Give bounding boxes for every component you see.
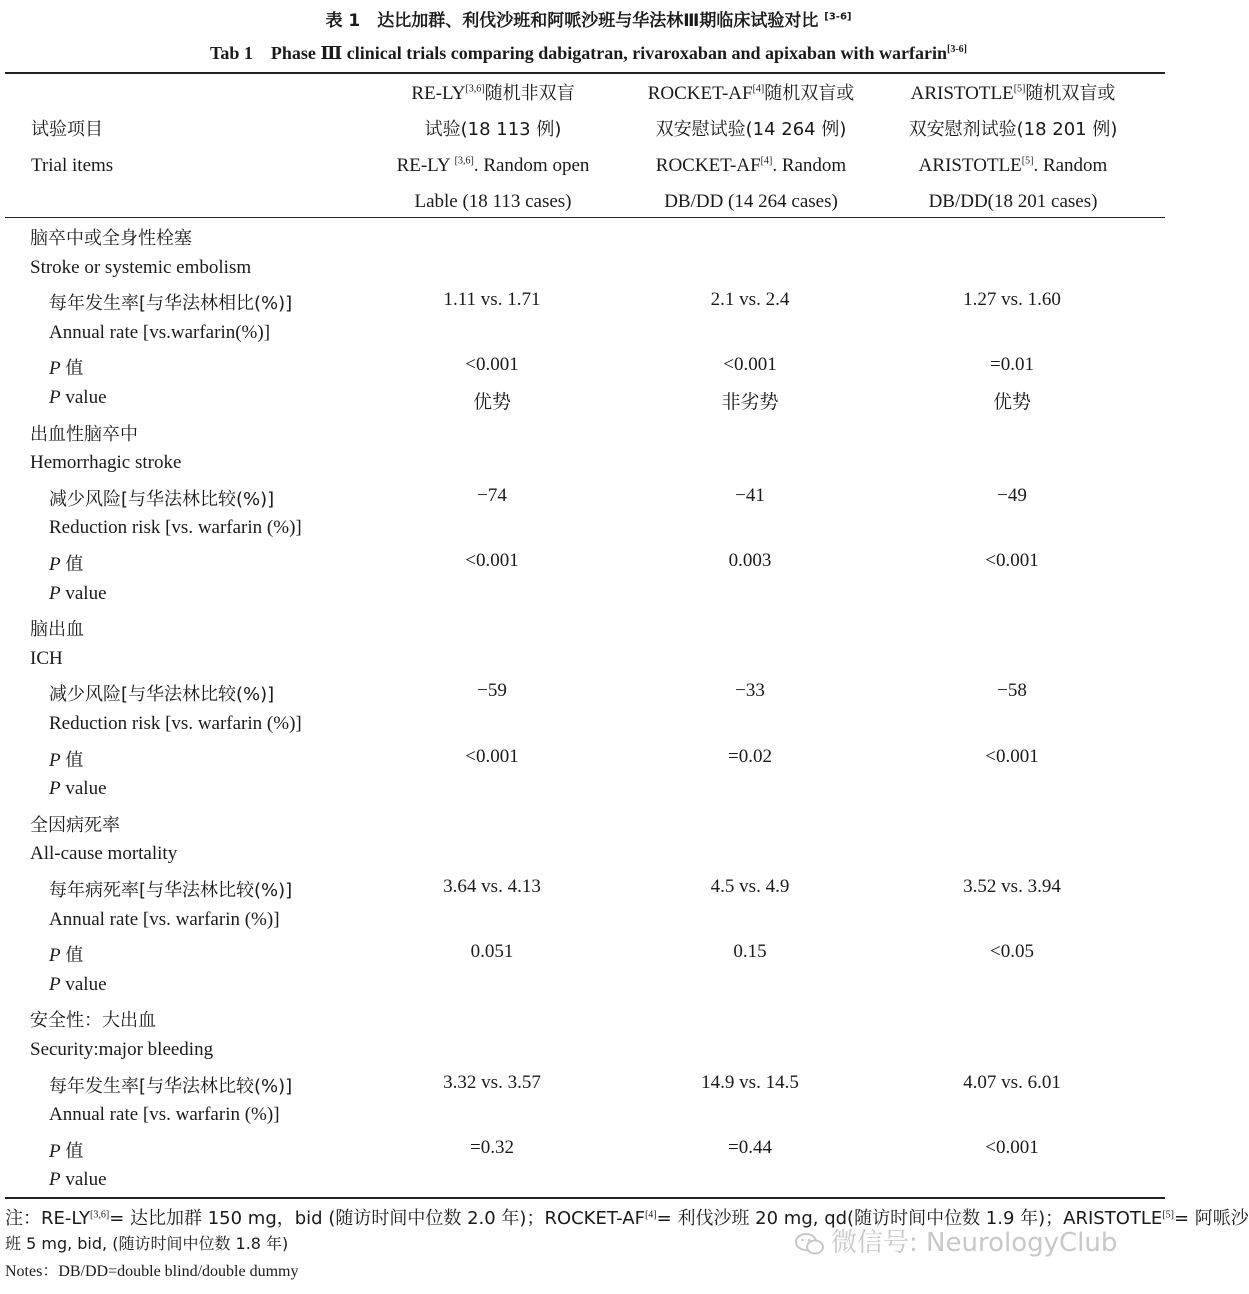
row-label <box>49 550 83 576</box>
p-symbol: P <box>49 778 61 799</box>
row-label-text: value <box>65 387 107 408</box>
row-label-text: value <box>65 1169 107 1190</box>
row-label-text: value <box>65 778 107 799</box>
cell-value-col1: −59 <box>477 680 507 701</box>
title-cn-ref: [3-6] <box>824 11 852 23</box>
h2-l3b: . Random <box>772 155 847 176</box>
table-row <box>0 611 1177 644</box>
row-label <box>30 1039 213 1061</box>
title-en-text: Tab 1 Phase Ⅲ clinical trials comparing dabigatran, rivaroxaban and apixaban with warfarin <box>210 43 947 63</box>
p-symbol: P <box>49 945 61 966</box>
row-label <box>49 909 280 931</box>
row-label-text: 安全性：大出血 <box>30 1010 156 1031</box>
watermark-text: 微信号: NeurologyClub <box>831 1228 1118 1258</box>
table-row <box>0 1133 1177 1166</box>
table-row <box>0 905 1177 938</box>
row-label-text: 脑出血 <box>30 619 84 640</box>
cell-value-col3: <0.001 <box>985 550 1039 571</box>
cell-value-col3: 优势 <box>992 391 1031 413</box>
note-line-2: 班 5 mg, bid, (随访时间中位数 1.8 年) <box>5 1234 289 1253</box>
table-row <box>0 742 1177 775</box>
cell-value-col1: 优势 <box>472 391 511 413</box>
cell-value-col2: =0.44 <box>728 1137 772 1158</box>
title-cn-text: 表 1 达比加群、利伐沙班和阿哌沙班与华法林Ⅲ期临床试验对比 <box>325 11 819 31</box>
row-label-text: 减少风险[与华法林比较(%)] <box>49 684 275 705</box>
row-label-text: value <box>65 583 107 604</box>
table-row <box>0 1068 1177 1101</box>
h1-l2: 试验(18 113 例) <box>424 119 562 140</box>
table-row <box>0 644 1177 677</box>
h1-l4: Lable (18 113 cases) <box>414 191 572 212</box>
note1-a: 注：RE-LY <box>5 1208 91 1229</box>
p-symbol: P <box>49 554 61 575</box>
row-label <box>30 843 177 865</box>
table-row <box>0 1165 1177 1198</box>
cell-value-col2: −33 <box>735 680 765 701</box>
row-label <box>30 420 138 446</box>
p-symbol: P <box>49 1141 61 1162</box>
row-label <box>30 224 192 250</box>
cell-value-col3: −49 <box>997 485 1027 506</box>
header-col-rocket <box>620 76 882 220</box>
row-label <box>30 257 251 279</box>
row-label <box>49 322 270 344</box>
cell-value-col1: <0.001 <box>465 354 519 375</box>
h1-l1ref: [3,6] <box>465 83 485 95</box>
cell-value-col1: 3.32 vs. 3.57 <box>443 1072 541 1093</box>
row-label <box>49 778 107 800</box>
row-label-text: 值 <box>65 358 84 379</box>
cell-value-col2: =0.02 <box>728 746 772 767</box>
h2-l1a: ROCKET-AF <box>647 83 753 104</box>
p-symbol: P <box>49 1169 61 1190</box>
h2-l1ref: [4] <box>752 83 765 95</box>
row-label-text: All-cause mortality <box>30 843 178 864</box>
h2-l1b: 随机双盲或 <box>764 83 855 104</box>
cell-value-col3: =0.01 <box>990 354 1034 375</box>
table-row <box>0 481 1177 514</box>
row-label-text: Reduction risk [vs. warfarin (%)] <box>49 713 302 734</box>
table-row <box>0 253 1177 286</box>
row-label-text: ICH <box>30 648 63 669</box>
row-label-text: Security:major bleeding <box>30 1039 214 1060</box>
h2-l3a: ROCKET-AF <box>655 155 761 176</box>
cell-value-col2: 0.003 <box>728 550 772 571</box>
wechat-watermark <box>795 1222 1117 1259</box>
cell-value-col1: <0.001 <box>465 550 519 571</box>
cell-value-col2: 14.9 vs. 14.5 <box>701 1072 799 1093</box>
h3-l4: DB/DD(18 201 cases) <box>928 191 1098 212</box>
row-label-text: Hemorrhagic stroke <box>30 452 182 473</box>
row-label-text: 每年病死率[与华法林比较(%)] <box>49 880 293 901</box>
h1-l3b: . Random open <box>473 155 590 176</box>
row-label <box>49 1137 83 1163</box>
table-row <box>0 546 1177 579</box>
row-label <box>49 713 302 735</box>
header-rule <box>5 217 1165 218</box>
table-row <box>0 807 1177 840</box>
row-label <box>49 1104 280 1126</box>
h1-l3ref: [3,6] <box>454 155 474 167</box>
row-label <box>30 648 63 670</box>
row-label-text: 脑卒中或全身性栓塞 <box>30 228 192 249</box>
cell-value-col1: =0.32 <box>470 1137 514 1158</box>
cell-value-col1: 3.64 vs. 4.13 <box>443 876 541 897</box>
h3-l1a: ARISTOTLE <box>910 83 1014 104</box>
table-row <box>0 676 1177 709</box>
row-label-text: Stroke or systemic embolism <box>30 257 252 278</box>
header-items-cn: 试验项目 <box>31 119 103 140</box>
note1-ref1: [3,6] <box>90 1209 110 1221</box>
cell-value-col3: <0.05 <box>990 941 1034 962</box>
h3-l3b: . Random <box>1033 155 1108 176</box>
table-row <box>0 579 1177 612</box>
row-label <box>49 876 292 902</box>
cell-value-col1: 0.051 <box>470 941 514 962</box>
row-label-text: 出血性脑卒中 <box>30 424 138 445</box>
row-label-text: 值 <box>65 945 84 966</box>
cell-value-col3: <0.001 <box>985 746 1039 767</box>
row-label <box>49 680 274 706</box>
title-en-ref: [3-6] <box>947 44 967 55</box>
note1-c: = 利伐沙班 20 mg, qd(随访时间中位数 1.9 年)；ARISTOTLE <box>656 1208 1163 1229</box>
table-title-english <box>0 39 1177 65</box>
h1-l1b: 随机非双盲 <box>484 83 575 104</box>
header-items-en: Trial items <box>31 155 114 176</box>
row-label-text: 每年发生率[与华法林比较(%)] <box>49 1076 293 1097</box>
table-row <box>0 513 1177 546</box>
row-label <box>49 974 107 996</box>
cell-value-col2: <0.001 <box>723 354 777 375</box>
row-label-text: 值 <box>65 554 84 575</box>
row-label-text: Annual rate [vs.warfarin(%)] <box>49 322 271 343</box>
bottom-rule <box>5 1197 1165 1199</box>
h3-l3a: ARISTOTLE <box>918 155 1022 176</box>
h3-l1ref: [5] <box>1013 83 1026 95</box>
row-label-text: 每年发生率[与华法林相比(%)] <box>49 293 293 314</box>
note1-ref3: [5] <box>1162 1209 1174 1221</box>
table-row <box>0 1100 1177 1133</box>
cell-value-col1: −74 <box>477 485 507 506</box>
cell-value-col3: 3.52 vs. 3.94 <box>963 876 1061 897</box>
wechat-icon <box>795 1232 825 1256</box>
row-label <box>30 811 120 837</box>
table-row <box>0 220 1177 253</box>
table-row <box>0 1002 1177 1035</box>
p-symbol: P <box>49 750 61 771</box>
cell-value-col2: −41 <box>735 485 765 506</box>
row-label <box>30 452 181 474</box>
row-label-text: 减少风险[与华法林比较(%)] <box>49 489 275 510</box>
table-row <box>0 709 1177 742</box>
note1-d: = 阿哌沙 <box>1173 1208 1249 1229</box>
row-label <box>49 485 274 511</box>
row-label-text: Reduction risk [vs. warfarin (%)] <box>49 517 302 538</box>
row-label <box>49 1169 107 1191</box>
row-label-text: value <box>65 974 107 995</box>
row-label <box>49 354 83 380</box>
row-label <box>49 517 302 539</box>
p-symbol: P <box>49 358 61 379</box>
row-label-text: Annual rate [vs. warfarin (%)] <box>49 909 280 930</box>
table-row <box>0 448 1177 481</box>
row-label <box>30 615 84 641</box>
h2-l2: 双安慰试验(14 264 例) <box>655 119 847 140</box>
table-row <box>0 839 1177 872</box>
p-symbol: P <box>49 387 61 408</box>
h1-l3a: RE-LY <box>396 155 455 176</box>
table-row <box>0 416 1177 449</box>
row-label <box>49 387 107 409</box>
cell-value-col3: 4.07 vs. 6.01 <box>963 1072 1061 1093</box>
header-col-relY <box>362 76 624 220</box>
cell-value-col3: 1.27 vs. 1.60 <box>963 289 1061 310</box>
table-row <box>0 1035 1177 1068</box>
table-row <box>0 774 1177 807</box>
row-label-text: 全因病死率 <box>30 815 120 836</box>
h3-l3ref: [5] <box>1021 155 1034 167</box>
table-row <box>0 937 1177 970</box>
note1-b: = 达比加群 150 mg，bid (随访时间中位数 2.0 年)；ROCKET-AF <box>109 1208 645 1229</box>
cell-value-col2: 非劣势 <box>721 391 779 413</box>
header-trial-items <box>31 112 113 184</box>
h3-l2: 双安慰剂试验(18 201 例) <box>908 119 1118 140</box>
row-label-text: 值 <box>65 750 84 771</box>
table-title-chinese <box>0 6 1177 31</box>
p-symbol: P <box>49 974 61 995</box>
table-row <box>0 383 1177 416</box>
table-row <box>0 285 1177 318</box>
cell-value-col2: 4.5 vs. 4.9 <box>710 876 790 897</box>
top-rule <box>5 72 1165 74</box>
note1-ref2: [4] <box>644 1209 657 1221</box>
row-label <box>30 1006 156 1032</box>
h1-l1a: RE-LY <box>411 83 466 104</box>
row-label <box>49 746 83 772</box>
header-col-aristotle <box>882 76 1144 220</box>
cell-value-col3: <0.001 <box>985 1137 1039 1158</box>
cell-value-col3: −58 <box>997 680 1027 701</box>
table-row <box>0 872 1177 905</box>
row-label <box>49 289 292 315</box>
h2-l4: DB/DD (14 264 cases) <box>664 191 838 212</box>
cell-value-col2: 0.15 <box>733 941 767 962</box>
table-row <box>0 318 1177 351</box>
cell-value-col2: 2.1 vs. 2.4 <box>710 289 790 310</box>
table-row <box>0 350 1177 383</box>
row-label <box>49 583 107 605</box>
h2-l3ref: [4] <box>760 155 773 167</box>
row-label-text: 值 <box>65 1141 84 1162</box>
table-row <box>0 970 1177 1003</box>
row-label <box>49 1072 292 1098</box>
note-line-3: Notes：DB/DD=double blind/double dummy <box>5 1263 299 1280</box>
cell-value-col1: <0.001 <box>465 746 519 767</box>
row-label <box>49 941 83 967</box>
h3-l1b: 随机双盲或 <box>1025 83 1116 104</box>
row-label-text: Annual rate [vs. warfarin (%)] <box>49 1104 280 1125</box>
p-symbol: P <box>49 583 61 604</box>
cell-value-col1: 1.11 vs. 1.71 <box>443 289 541 310</box>
